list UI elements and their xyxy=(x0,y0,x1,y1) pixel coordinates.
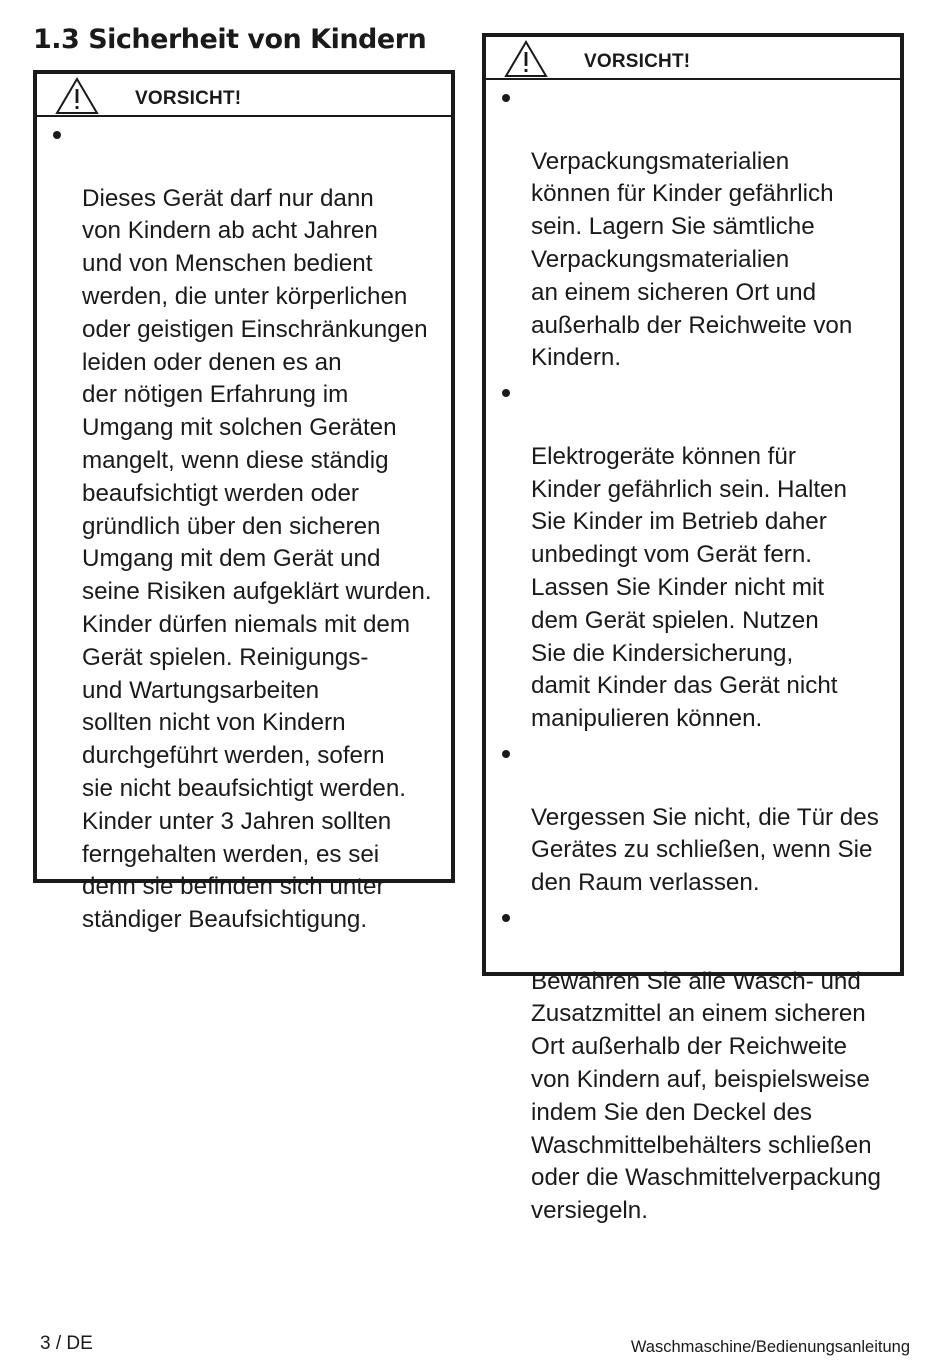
warning-triangle-icon xyxy=(55,77,99,115)
list-item-text: Bewahren Sie alle Wasch- und Zusatzmittel an einem sicheren Ort außerhalb der Reichweite von Kindern auf, beispielsweise indem Sie den Deckel des Waschmittelbehälters schließen oder die Waschmittelverpackung versiegeln. xyxy=(531,967,881,1225)
list-item-text: Verpackungsmaterialien können für Kinder gefährlich sein. Lagern Sie sämtliche Verpackungsmaterialien an einem sicheren Ort und außerhalb der Reichweite von Kindern. xyxy=(531,147,853,372)
warning-triangle-icon xyxy=(504,40,548,78)
bullet-icon xyxy=(53,131,61,139)
document-title: Waschmaschine/Bedienungsanleitung xyxy=(630,1338,910,1356)
list-item xyxy=(486,375,900,736)
caution-header xyxy=(37,74,451,117)
list-item xyxy=(486,736,900,900)
list-item-text: Vergessen Sie nicht, die Tür des Gerätes zu schließen, wenn Sie den Raum verlassen. xyxy=(531,803,879,897)
list-item xyxy=(486,80,900,375)
caution-label: VORSICHT! xyxy=(135,88,242,109)
caution-header xyxy=(486,37,900,80)
list-item-text: Elektrogeräte können für Kinder gefährlich sein. Halten Sie Kinder im Betrieb daher unbedingt vom Gerät fern. Lassen Sie Kinder nicht mit dem Gerät spielen. Nutzen Sie die Kindersicherung, damit Kinder das Gerät nicht manipulieren können. xyxy=(531,442,847,733)
caution-list xyxy=(486,80,900,1228)
list-item xyxy=(486,900,900,1228)
list-item-text: Dieses Gerät darf nur dann von Kindern ab acht Jahren und von Menschen bedient werden, die unter körperlichen oder geistigen Einschränkungen leiden oder denen es an der nötigen Erfahrung im Umgang mit solchen Geräten mangelt, wenn diese ständig beaufsichtigt werden oder gründlich über den sicheren Umgang mit dem Gerät und seine Risiken aufgeklärt wurden. Kinder dürfen niemals mit dem Gerät spielen. Reinigungs- und Wartungsarbeiten sollten nicht von Kindern durchgeführt werden, sofern sie nicht beaufsichtigt werden. Kinder unter 3 Jahren sollten ferngehalten werden, es sei denn sie befinden sich unter ständiger Beaufsichtigung. xyxy=(82,184,432,934)
caution-box-right xyxy=(482,33,904,1225)
bullet-icon xyxy=(502,914,510,922)
page-number: 3 / DE xyxy=(40,1333,93,1354)
bullet-icon xyxy=(502,389,510,397)
bullet-icon xyxy=(502,750,510,758)
list-item xyxy=(37,117,451,937)
caution-box-left xyxy=(33,70,455,934)
caution-label: VORSICHT! xyxy=(584,51,691,72)
caution-list xyxy=(37,117,451,937)
section-title: 1.3 Sicherheit von Kindern xyxy=(33,24,427,55)
bullet-icon xyxy=(502,94,510,102)
